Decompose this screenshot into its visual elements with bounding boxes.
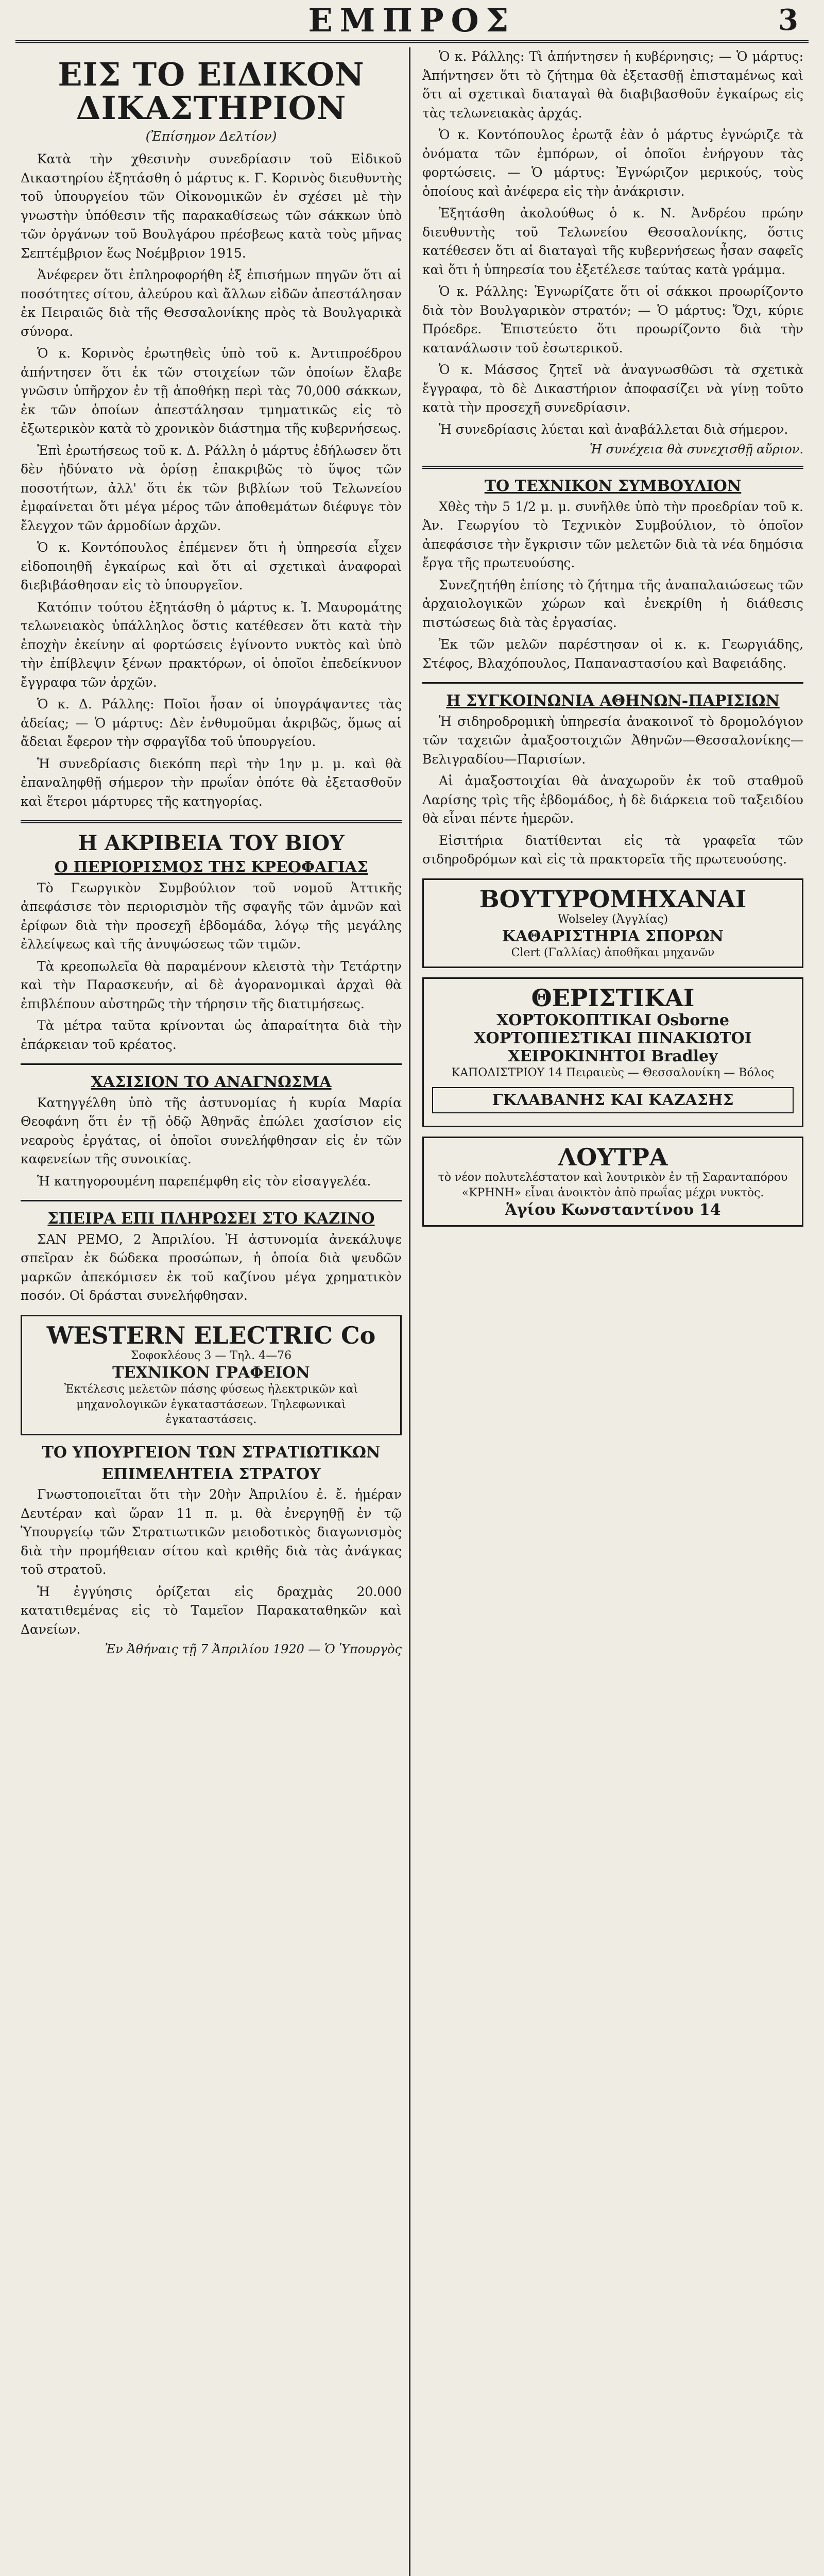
section-subheadline: ΕΠΙΜΕΛΗΤΕΙΑ ΣΤΡΑΤΟΥ [101,1465,321,1483]
section-headline: ΧΑΣΙΣΙΟΝ ΤΟ ΑΝΑΓΝΩΣΜΑ [91,1073,332,1092]
ad-line: ΚΑΘΑΡΙΣΤΗΡΙΑ ΣΠΟΡΩΝ [502,927,724,945]
article-paragraph: Αἱ ἀμαξοστοιχίαι θὰ ἀναχωροῦν ἐκ τοῦ σταθμοῦ Λαρίσης τρὶς τῆς ἑβδομάδος, ἡ δὲ διάρκεια τοῦ ταξειδίου θὰ εἶναι πέντε ἡμερῶν. [422,773,803,826]
article-paragraph: Ἡ κατηγορουμένη παρεπέμφθη εἰς τὸν εἰσαγγελέα. [37,1173,371,1189]
ad-line: Clert (Γαλλίας) ἀποθῆκαι μηχανῶν [511,946,715,959]
article-paragraph: Ἐξητάσθη ἀκολούθως ὁ κ. Ν. Ἀνδρέου πρώην διευθυντὴς τοῦ Τελωνείου Θεσσαλονίκης, ὅστις κατέθεσεν ὅτι αἱ διαταγαὶ τῆς κυβερνήσεως ἦσαν σαφεῖς καὶ ὅτι ἡ ὑπηρεσία του ἐξετέλεσε ταύτας κατὰ γράμμα. [422,206,803,277]
section-divider [21,1063,402,1065]
byline: (Ἐπίσημον Δελτίον) [145,129,277,144]
article-paragraph: Ἐπὶ ἐρωτήσεως τοῦ κ. Δ. Ράλλη ὁ μάρτυς ἐδήλωσεν ὅτι δὲν ἠδύνατο νὰ ὁρίσῃ ἐπακριβῶς τὸ ὕψος τῶν ποσοτήτων, ἀλλ' ὅτι ἐκ τῶν βιβλίων τοῦ Τελωνείου ἐμφαίνεται ὅτι μέγα μέρος τῶν ἀποθεμάτων διέφυγε τὸν ἔλεγχον τῶν ἁρμοδίων ἀρχῶν. [21,443,402,533]
article-paragraph: Ἡ συνεδρίασις διεκόπη περὶ τὴν 1ην μ. μ. καὶ θὰ ἐπαναληφθῇ σήμερον τὴν πρωΐαν ὁπότε θὰ ἐξετασθοῦν καὶ ἕτεροι μάρτυρες τῆς κατηγορίας. [21,756,402,809]
masthead-title: ΕΜΠΡΟΣ [308,1,516,39]
article-paragraph: Ἐκ τῶν μελῶν παρέστησαν οἱ κ. κ. Γεωργιάδης, Στέφος, Βλαχόπουλος, Παπαναστασίου καὶ Βαφειάδης. [422,637,803,671]
section-headline: Η ΣΥΓΚΟΙΝΩΝΙΑ ΑΘΗΝΩΝ-ΠΑΡΙΣΙΩΝ [446,692,780,710]
section-divider [21,1200,402,1201]
signoff: Ἐν Ἀθήναις τῇ 7 Ἀπριλίου 1920 — Ὁ Ὑπουργὸς [105,1642,402,1657]
ad-brand: WESTERN ELECTRIC Co [46,1321,376,1349]
right-column [422,47,803,2576]
signoff: Ἡ συνέχεια θὰ συνεχισθῇ αὔριον. [589,442,803,456]
column-divider [409,47,410,2576]
article-paragraph: Χθὲς τὴν 5 1/2 μ. μ. συνῆλθε ὑπὸ τὴν προεδρίαν τοῦ κ. Ἀν. Γεωργίου τὸ Τεχνικὸν Συμβούλιον, τὸ ὁποῖον ἀπεφάσισε τὴν ἔγκρισιν τῶν μελετῶν διὰ τὰ νέα δημόσια ἔργα τῆς πρωτευούσης. [422,499,803,570]
section-subheadline: Ο ΠΕΡΙΟΡΙΣΜΟΣ ΤΗΣ ΚΡΕΟΦΑΓΙΑΣ [54,858,368,877]
article-paragraph: Γνωστοποιεῖται ὅτι τὴν 20ὴν Ἀπριλίου ἐ. ἔ. ἡμέραν Δευτέραν καὶ ὥραν 11 π. μ. θὰ ἐνεργηθῇ ἐν τῷ Ὑπουργείῳ τῶν Στρατιωτικῶν μειοδοτικὸς διαγωνισμὸς διὰ τὴν προμήθειαν σίτου καὶ κριθῆς διὰ τὰς ἀνάγκας τοῦ στρατοῦ. [21,1487,402,1578]
article-paragraph: Ἀνέφερεν ὅτι ἐπληροφορήθη ἐξ ἐπισήμων πηγῶν ὅτι αἱ ποσότητες σίτου, ἀλεύρου καὶ ἄλλων εἰδῶν ἀπεστάλησαν ἐκ Πειραιῶς διὰ τῆς Θεσσαλονίκης πρὸς τὰ Βουλγαρικὰ σύνορα. [21,267,402,339]
article-paragraph: Τὰ κρεοπωλεῖα θὰ παραμένουν κλειστὰ τὴν Τετάρτην καὶ τὴν Παρασκευήν, αἱ δὲ ἀγορανομικαὶ ἀρχαὶ θὰ ἐπιβλέπουν αὐστηρῶς τὴν τήρησιν τῆς διατιμήσεως. [21,958,402,1011]
ad-address: Ἁγίου Κωνσταντίνου 14 [505,1200,721,1219]
section-divider [422,682,803,684]
ad-brand: Wolseley (Ἀγγλίας) [557,913,668,926]
article-paragraph: Συνεζητήθη ἐπίσης τὸ ζήτημα τῆς ἀναπαλαιώσεως τῶν ἀρχαιολογικῶν χώρων καὶ ἐνεκρίθη ἡ διάθεσις πιστώσεως διὰ τὰς ἐργασίας. [422,577,803,630]
article-paragraph: Ἡ συνεδρίασις λύεται καὶ ἀναβάλλεται διὰ σήμερον. [439,421,788,437]
article-paragraph: Τὰ μέτρα ταῦτα κρίνονται ὡς ἀπαραίτητα διὰ τὴν ἐπάρκειαν τοῦ κρέατος. [21,1018,402,1052]
main-headline: ΕΙΣ ΤΟ ΕΙΔΙΚΟΝ ΔΙΚΑΣΤΗΡΙΟΝ [58,56,365,127]
advertisement-harvesters [422,977,803,1127]
article-paragraph: Ὁ κ. Κοντόπουλος ἐρωτᾷ ἐὰν ὁ μάρτυς ἐγνώριζε τὰ ὀνόματα τῶν ἐμπόρων, οἱ ὁποῖοι ἐνήργουν τὰς φορτώσεις. — Ὁ μάρτυς: Ἐγνώριζον μερικούς, τοὺς ὁποίους καὶ ἀνέφερα εἰς τὴν ἀνάκρισιν. [422,127,803,199]
article-paragraph: Κατόπιν τούτου ἐξητάσθη ὁ μάρτυς κ. Ἰ. Μαυρομάτης τελωνειακὸς ὑπάλληλος ὅστις κατέθεσεν ὅτι κατὰ τὴν ἐποχὴν ἐκείνην αἱ φορτώσεις ἐγίνοντο νυκτὸς καὶ ὑπὸ τὴν ἐπίβλεψιν ξένων πρακτόρων, οἱ ὁποῖοι ἐπεδείκνυον ἔγγραφα τῶν ἀρχῶν. [21,599,402,690]
article-paragraph: Ὁ κ. Κοντόπουλος ἐπέμενεν ὅτι ἡ ὑπηρεσία εἶχεν εἰδοποιηθῆ ἐγκαίρως καὶ ὅτι αἱ σχετικαὶ ἀναφοραὶ διεβιβάσθησαν εἰς τὸ ὑπουργεῖον. [21,540,402,593]
article-paragraph: Τὸ Γεωργικὸν Συμβούλιον τοῦ νομοῦ Ἀττικῆς ἀπεφάσισε τὸν περιορισμὸν τῆς σφαγῆς τῶν ἀμνῶν καὶ ἐρίφων διὰ τὴν προσεχῆ ἑβδομάδα, λόγῳ τῆς μεγάλης ἐλλείψεως καὶ τῆς ἀνυψώσεως τῶν τιμῶν. [21,880,402,952]
section-headline: Η ΑΚΡΙΒΕΙΑ ΤΟΥ ΒΙΟΥ [78,831,345,856]
section-divider [422,466,803,469]
article-paragraph: Ὁ κ. Ράλλης: Ἐγνωρίζατε ὅτι οἱ σάκκοι προωρίζοντο διὰ τὸν Βουλγαρικὸν στρατόν; — Ὁ μάρτυς: Ὄχι, κύριε Πρόεδρε. Ἐπιστεύετο ὅτι προωρίζοντο διὰ τὴν κατανάλωσιν τοῦ ἐσωτερικοῦ. [422,284,803,355]
advertisement-butter-machines [422,878,803,969]
article-paragraph: Ὁ κ. Κορινὸς ἐρωτηθεὶς ὑπὸ τοῦ κ. Ἀντιπροέδρου ἀπήντησεν ὅτι ἐκ τῶν στοιχείων τῶν ὁποίων ἔλαβε γνῶσιν ὑπῆρχον ἐν τῇ ἀποθήκῃ περὶ τὰς 70,000 σάκκων, ἐκ τῶν ὁποίων ἀπεστάλησαν τμηματικῶς εἰς τὸ ἐξωτερικὸν κατὰ τὸ χρονικὸν διάστημα τῆς κυβερνήσεως. [21,346,402,436]
article-paragraph: Ὁ κ. Δ. Ράλλης: Ποῖοι ἦσαν οἱ ὑπογράψαντες τὰς ἀδείας; — Ὁ μάρτυς: Δὲν ἐνθυμοῦμαι ἀκριβῶς, ὅμως αἱ ἄδειαι ἔφερον τὴν σφραγῖδα τοῦ ὑπουργείου. [21,697,402,750]
section-divider [21,820,402,823]
section-headline: ΤΟ ΤΕΧΝΙΚΟΝ ΣΥΜΒΟΥΛΙΟΝ [484,477,742,495]
article-paragraph: Ἡ ἐγγύησις ὁρίζεται εἰς δραχμὰς 20.000 κατατιθεμένας εἰς τὸ Ταμεῖον Παρακαταθηκῶν καὶ Δανείων. [21,1584,402,1637]
ad-title: ΒΟΥΤΥΡΟΜΗΧΑΝΑΙ [479,885,747,913]
section-headline: ΣΠΕΙΡΑ ΕΠΙ ΠΛΗΡΩΣΕΙ ΣΤΟ ΚΑΖΙΝΟ [47,1210,375,1228]
article-paragraph: Ὁ κ. Ράλλης: Τὶ ἀπήντησεν ἡ κυβέρνησις; — Ὁ μάρτυς: Ἀπήντησεν ὅτι τὸ ζήτημα θὰ ἐξετασθῇ ἐπισταμένως καὶ ὅτι αἱ σχετικαὶ διαταγαὶ θὰ διαβιβασθοῦν ἐγκαίρως εἰς τὰς τελωνειακὰς ἀρχάς. [422,49,803,121]
article-paragraph: Κατηγγέλθη ὑπὸ τῆς ἀστυνομίας ἡ κυρία Μαρία Θεοφάνη ὅτι ἐν τῇ ὁδῷ Ἀθηνᾶς ἐπώλει χασίσιον εἰς νεαροὺς ἐργάτας, οἱ ὁποῖοι συνελήφθησαν εἰς ἐν τῶν καφενείων τῆς συνοικίας. [21,1095,402,1167]
ad-text: τὸ νέον πολυτελέστατον καὶ λουτρικὸν ἐν τῇ Σαρανταπόρου «ΚΡΗΝΗ» εἶναι ἀνοικτὸν ἀπὸ πρωΐας μέχρι νυκτὸς. [438,1171,788,1200]
masthead [15,0,809,43]
ad-title: ΛΟΥΤΡΑ [558,1143,668,1171]
article-paragraph: Ὁ κ. Μάσσος ζητεῖ νὰ ἀναγνωσθῶσι τὰ σχετικὰ ἔγγραφα, τὸ δὲ Δικαστήριον ἀποφασίζει νὰ γίνῃ τοῦτο κατὰ τὴν προσεχῆ συνεδρίασιν. [422,362,803,415]
article-paragraph: Εἰσιτήρια διατίθενται εἰς τὰ γραφεῖα τῶν σιδηροδρόμων καὶ εἰς τὰ πρακτορεῖα τῆς πρωτευούσης. [422,833,803,867]
article-paragraph: Ἡ σιδηροδρομικὴ ὑπηρεσία ἀνακοινοῖ τὸ δρομολόγιον τῶν ταχειῶν ἀμαξοστοιχιῶν Ἀθηνῶν—Θεσσαλονίκης—Βελιγραδίου—Παρισίων. [422,714,803,767]
article-paragraph: ΣΑΝ ΡΕΜΟ, 2 Ἀπριλίου. Ἡ ἀστυνομία ἀνεκάλυψε σπεῖραν ἐκ δώδεκα προσώπων, ἡ ὁποία διὰ ψευδῶν μαρκῶν ἀπεκόμισεν ἐκ τοῦ καζίνου μέγα χρηματικὸν ποσόν. Οἱ δράσται συνελήφθησαν. [21,1231,402,1303]
left-column [21,47,402,2576]
ad-line: ΧΟΡΤΟΚΟΠΤΙΚΑΙ Osborne [496,1011,729,1030]
ad-title: ΘΕΡΙΣΤΙΚΑΙ [531,984,695,1012]
ad-firm: ΓΚΛΑΒΑΝΗΣ ΚΑΙ ΚΑΖΑΣΗΣ [432,1087,794,1113]
ad-line: ΧΟΡΤΟΠΙΕΣΤΙΚΑΙ ΠΙΝΑΚΙΩΤΟΙ [474,1029,752,1048]
ad-contact: Σοφοκλέους 3 — Τηλ. 4—76 [130,1349,292,1363]
section-headline: ΤΟ ΥΠΟΥΡΓΕΙΟΝ ΤΩΝ ΣΤΡΑΤΙΩΤΙΚΩΝ [42,1444,381,1462]
ad-text: Ἐκτέλεσις μελετῶν πάσης φύσεως ἠλεκτρικῶν καὶ μηχανολογικῶν ἐγκαταστάσεων. Τηλεφωνικαὶ ἐγκαταστάσεις. [64,1382,358,1427]
page-number: 3 [778,3,798,37]
ad-line: ΧΕΙΡΟΚΙΝΗΤΟΙ Bradley [508,1047,718,1066]
article-paragraph: Κατὰ τὴν χθεσινὴν συνεδρίασιν τοῦ Εἰδικοῦ Δικαστηρίου ἐξητάσθη ὁ μάρτυς κ. Γ. Κορινὸς διευθυντὴς τοῦ ὑπουργείου τῶν Οἰκονομικῶν ἐν σχέσει μὲ τὴν γνωστὴν ὑπόθεσιν τῆς παρακαθίσεως τῶν σάκκων ὑπὸ τῶν ὀργάνων τοῦ Βουλγάρου πρέσβεως κατὰ τοὺς μῆνας Σεπτέμβριον ἕως Νοέμβριον 1915. [21,151,402,261]
ad-title: ΤΕΧΝΙΚΟΝ ΓΡΑΦΕΙΟΝ [112,1363,310,1382]
ad-line: ΚΑΠΟΔΙΣΤΡΙΟΥ 14 Πειραιεὺς — Θεσσαλονίκη — Βόλος [451,1066,775,1080]
advertisement-baths [422,1137,803,1227]
advertisement-western-electric [21,1315,402,1435]
